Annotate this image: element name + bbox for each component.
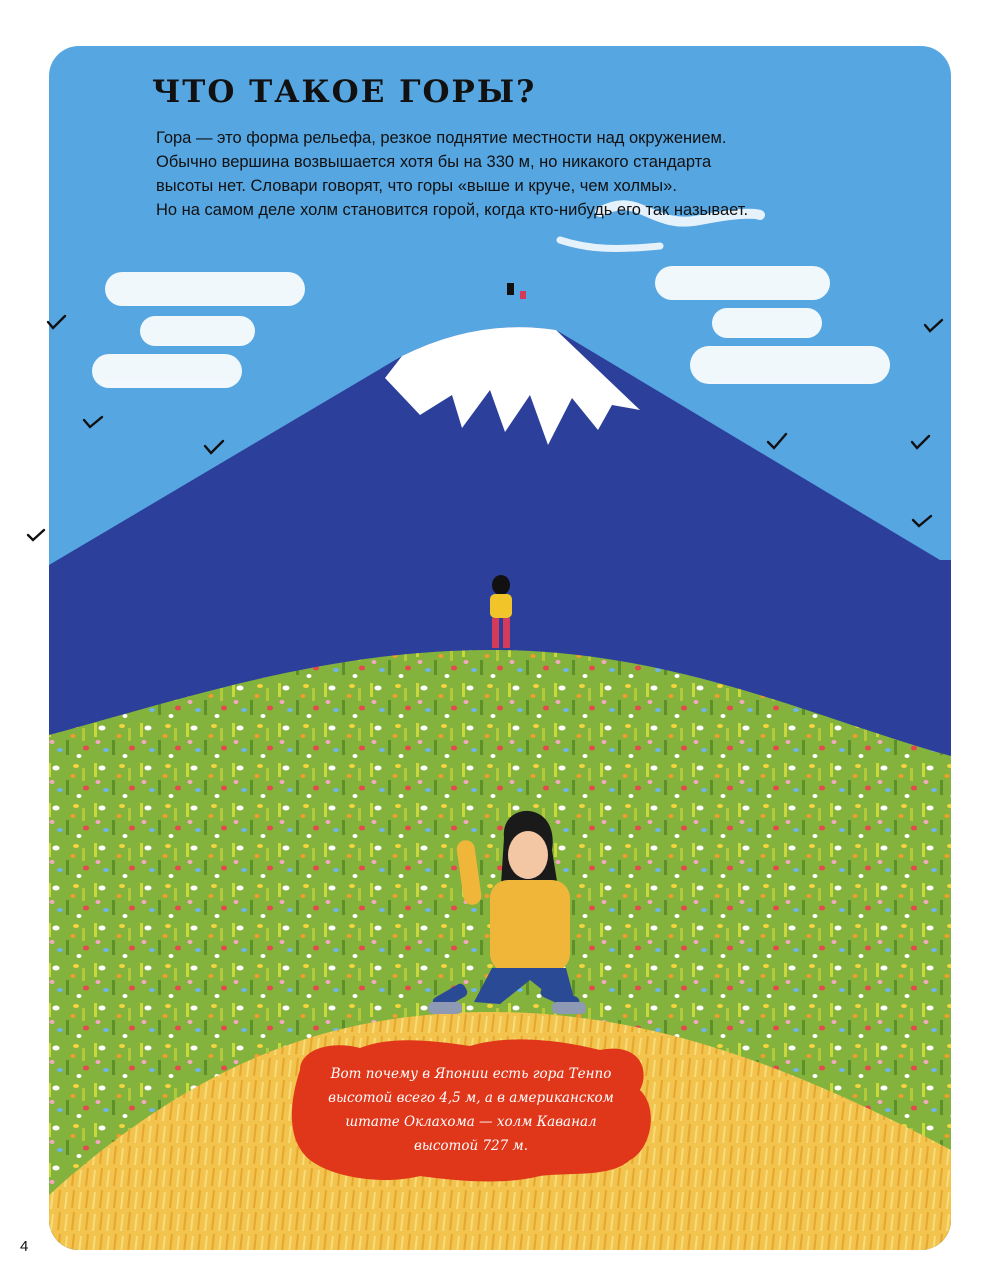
callout-line: штате Оклахома — холм Каванал [345, 1114, 597, 1130]
callout-line: высотой 727 м. [414, 1138, 528, 1154]
callout-line: высотой всего 4,5 м, а в американском [328, 1090, 614, 1106]
intro-line: Обычно вершина возвышается хотя бы на 330 м, но никакого стандарта [156, 153, 712, 171]
intro-line: высоты нет. Словари говорят, что горы «выше и круче, чем холмы». [156, 177, 677, 195]
callout-line: Вот почему в Японии есть гора Тенпо [330, 1066, 612, 1082]
page-number: 4 [20, 1238, 29, 1255]
intro-line: Но на самом деле холм становится горой, когда кто-нибудь его так называет. [156, 201, 749, 219]
intro-line: Гора — это форма рельефа, резкое поднятие местности над окружением. [156, 129, 727, 147]
page-title: ЧТО ТАКОЕ ГОРЫ? [152, 74, 537, 110]
callout-text [318, 1062, 624, 1158]
intro-paragraph [156, 126, 856, 222]
